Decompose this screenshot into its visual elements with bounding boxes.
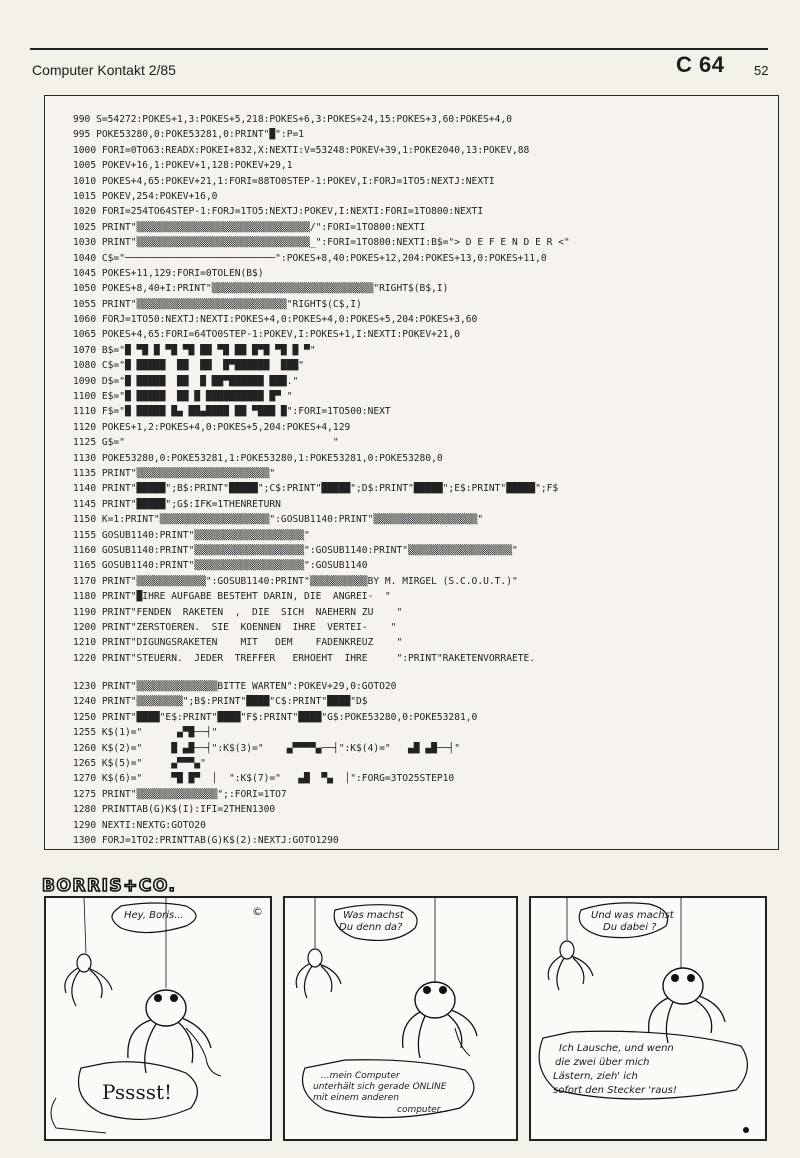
listing-line: 1280 PRINTTAB(G)K$(I):IFI=2THEN1300 [73,804,276,816]
cartoon-panel-1 [44,896,272,1141]
listing-line: 1055 PRINT"▒▒▒▒▒▒▒▒▒▒▒▒▒▒▒▒▒▒▒▒▒▒▒▒▒▒"RIGHT$(C$,I) [73,298,362,310]
listing-line: 1065 POKES+4,65:FORI=64TO0STEP-1:POKEV,I:POKES+1,I:NEXTI:POKEV+21,0 [73,329,460,341]
listing-line: 1120 POKES+1,2:POKES+4,0:POKES+5,204:POKES+4,129 [73,421,351,433]
listing-line: 1290 NEXTI:NEXTG:GOTO20 [73,819,206,831]
panel-3-speech-top-2: Du dabei ? [603,922,657,933]
listing-line: 1060 FORJ=1TO50:NEXTJ:NEXTI:POKES+4,0:POKES+4,0:POKES+5,204:POKES+3,60 [73,314,478,326]
panel-1-speech: Hey, Boris... [124,910,184,921]
listing-line: 1230 PRINT"▒▒▒▒▒▒▒▒▒▒▒▒▒▒BITTE WARTEN":POKEV+29,0:GOTO20 [73,681,397,693]
cartoon-panel-2 [283,896,518,1141]
listing-line: 1130 POKE53280,0:POKE53281,1:POKE53280,1:POKE53281,0:POKE53280,0 [73,452,443,464]
panel-3-speech-bottom-3: Lästern, zieh' ich [553,1071,638,1082]
program-listing [73,112,773,848]
cartoon-title-logo [40,870,240,898]
listing-line: 1300 FORJ=1TO2:PRINTTAB(G)K$(2):NEXTJ:GOTO1290 [73,834,339,846]
listing-line: 1100 E$="█ █████ ██ █ ██████████ █▀ " [73,391,293,403]
panel-2-speech-top-2: Du denn da? [339,922,403,933]
header-rule [30,48,768,50]
listing-line: 1260 K$(2)=" █ ▄█──┤":K$(3)=" ▄▀▀▀▀▄──┤":K$(4)=" ▄█ ▄█──┤" [73,742,460,754]
listing-line: 1255 K$(1)=" ▄▀█──┤" [73,727,218,739]
listing-line: 1070 B$="█ ▀█ █ ▀█ ▀█ ██ ▀█ ██ █▀█ ▀█ █ ▀" [73,344,316,356]
panel-3-speech-top-1: Und was machst [591,910,674,921]
listing-line: 995 POKE53280,0:POKE53281,0:PRINT"█":P=1 [73,129,305,141]
listing-line: 1080 C$="█ █████ ██ ██ █▀██████ ███" [73,360,305,372]
panel-2-speech-top-1: Was machst [343,910,404,921]
panel-3-speech-bottom-4: sofort den Stecker 'raus! [553,1085,677,1096]
listing-line: 1110 F$="█ █████ █▄ ██▄████ ██ ▀███ █":FORI=1TO500:NEXT [73,406,391,418]
listing-line: 1030 PRINT"▒▒▒▒▒▒▒▒▒▒▒▒▒▒▒▒▒▒▒▒▒▒▒▒▒▒▒▒▒▒_":FORI=1TO800:NEXTI:B$="> D E F E N D E R <" [73,237,570,249]
listing-line: 1210 PRINT"DIGUNGSRAKETEN MIT DEM FADENKREUZ " [73,637,403,649]
panel-3-drawing [531,898,765,1139]
cartoon-panel-3 [529,896,767,1141]
listing-line [73,666,773,679]
panel-2-speech-bottom-1: ...mein Computer [321,1071,400,1081]
listing-line: 1125 G$=" " [73,437,339,449]
listing-line: 1020 FORI=254TO64STEP-1:FORJ=1TO5:NEXTJ:POKEV,I:NEXTI:FORI=1TO800:NEXTI [73,206,484,218]
panel-2-speech-bottom-2: unterhält sich gerade ONLINE [313,1082,447,1092]
listing-line: 1010 POKES+4,65:POKEV+21,1:FORI=88TO0STEP-1:POKEV,I:FORJ=1TO5:NEXTJ:NEXTI [73,175,495,187]
listing-line: 1025 PRINT"▒▒▒▒▒▒▒▒▒▒▒▒▒▒▒▒▒▒▒▒▒▒▒▒▒▒▒▒▒▒/":FORI=1TO800:NEXTI [73,221,426,233]
listing-line: 1160 GOSUB1140:PRINT"▒▒▒▒▒▒▒▒▒▒▒▒▒▒▒▒▒▒▒":GOSUB1140:PRINT"▒▒▒▒▒▒▒▒▒▒▒▒▒▒▒▒▒▒" [73,544,518,556]
page-number: 52 [754,63,769,78]
listing-line: 1180 PRINT"█IHRE AUFGABE BESTEHT DARIN, DIE ANGREI- " [73,591,391,603]
listing-line: 1145 PRINT"█████";G$:IFK=1THENRETURN [73,498,281,510]
listing-line: 1045 POKES+11,129:FORI=0TOLEN(B$) [73,267,264,279]
listing-line: 1220 PRINT"STEUERN. JEDER TREFFER ERHOEHT IHRE ":PRINT"RAKETENVORRAETE. [73,652,536,664]
listing-line: 1155 GOSUB1140:PRINT"▒▒▒▒▒▒▒▒▒▒▒▒▒▒▒▒▒▒▒" [73,529,310,541]
panel-3-speech-bottom-2: die zwei über mich [555,1057,650,1068]
panel-2-speech-bottom-4: computer... [397,1105,449,1115]
listing-line: 1275 PRINT"▒▒▒▒▒▒▒▒▒▒▒▒▒▒";:FORI=1TO7 [73,788,287,800]
panel-2-speech-bottom-3: mit einem anderen [313,1093,399,1103]
magazine-title: Computer Kontakt 2/85 [32,62,176,78]
program-listing-box [44,95,779,850]
listing-line: 1000 FORI=0TO63:READX:POKEI+832,X:NEXTI:V=53248:POKEV+39,1:POKE2040,13:POKEV,88 [73,144,530,156]
listing-line: 1250 PRINT"████"E$:PRINT"████"F$:PRINT"████"G$:POKE53280,0:POKE53281,0 [73,711,478,723]
listing-line: 1265 K$(5)=" ▄▀▀▀▄" [73,758,206,770]
listing-line: 1040 C$="──────────────────────────":POKES+8,40:POKES+12,204:POKES+13,0:POKES+11,0 [73,252,547,264]
listing-line: 1165 GOSUB1140:PRINT"▒▒▒▒▒▒▒▒▒▒▒▒▒▒▒▒▒▒▒":GOSUB1140 [73,560,368,572]
listing-line: 1005 POKEV+16,1:POKEV+1,128:POKEV+29,1 [73,160,293,172]
listing-line: 1090 D$="█ █████ ██ █ ██▀██████ ███." [73,375,299,387]
listing-line: 1170 PRINT"▒▒▒▒▒▒▒▒▒▒▒▒":GOSUB1140:PRINT"▒▒▒▒▒▒▒▒▒▒BY M. MIRGEL (S.C.O.U.T.)" [73,575,518,587]
panel-3-speech-bottom-1: Ich Lausche, und wenn [559,1043,674,1054]
listing-line: 1190 PRINT"FENDEN RAKETEN , DIE SICH NAEHERN ZU " [73,606,403,618]
listing-line: 1270 K$(6)=" ▀█ █▀ │ ":K$(7)=" ▄█ ▀▄ │":FORG=3TO25STEP10 [73,773,455,785]
cartoon-title-text: BORRIS+CO. [42,876,177,896]
listing-line: 1200 PRINT"ZERSTOEREN. SIE KOENNEN IHRE VERTEI- " [73,621,397,633]
section-label: C 64 [676,52,725,77]
listing-line: 1140 PRINT"█████";B$:PRINT"█████";C$:PRINT"█████";D$:PRINT"█████";E$:PRINT"█████";F$ [73,483,559,495]
copyright-mark: © [252,905,263,918]
listing-line: 990 S=54272:POKES+1,3:POKES+5,218:POKES+6,3:POKES+24,15:POKES+3,60:POKES+4,0 [73,114,512,125]
listing-line: 1050 POKES+8,40+I:PRINT"▒▒▒▒▒▒▒▒▒▒▒▒▒▒▒▒▒▒▒▒▒▒▒▒▒▒▒▒"RIGHT$(B$,I) [73,283,449,295]
panel-1-sound: Psssst! [102,1080,173,1104]
listing-line: 1015 POKEV,254:POKEV+16,0 [73,190,218,202]
listing-line: 1240 PRINT"▒▒▒▒▒▒▒▒";B$:PRINT"████"C$:PRINT"████"D$ [73,696,368,708]
listing-line: 1150 K=1:PRINT"▒▒▒▒▒▒▒▒▒▒▒▒▒▒▒▒▒▒▒":GOSUB1140:PRINT"▒▒▒▒▒▒▒▒▒▒▒▒▒▒▒▒▒▒" [73,514,484,526]
listing-line: 1135 PRINT"▒▒▒▒▒▒▒▒▒▒▒▒▒▒▒▒▒▒▒▒▒▒▒" [73,467,276,479]
